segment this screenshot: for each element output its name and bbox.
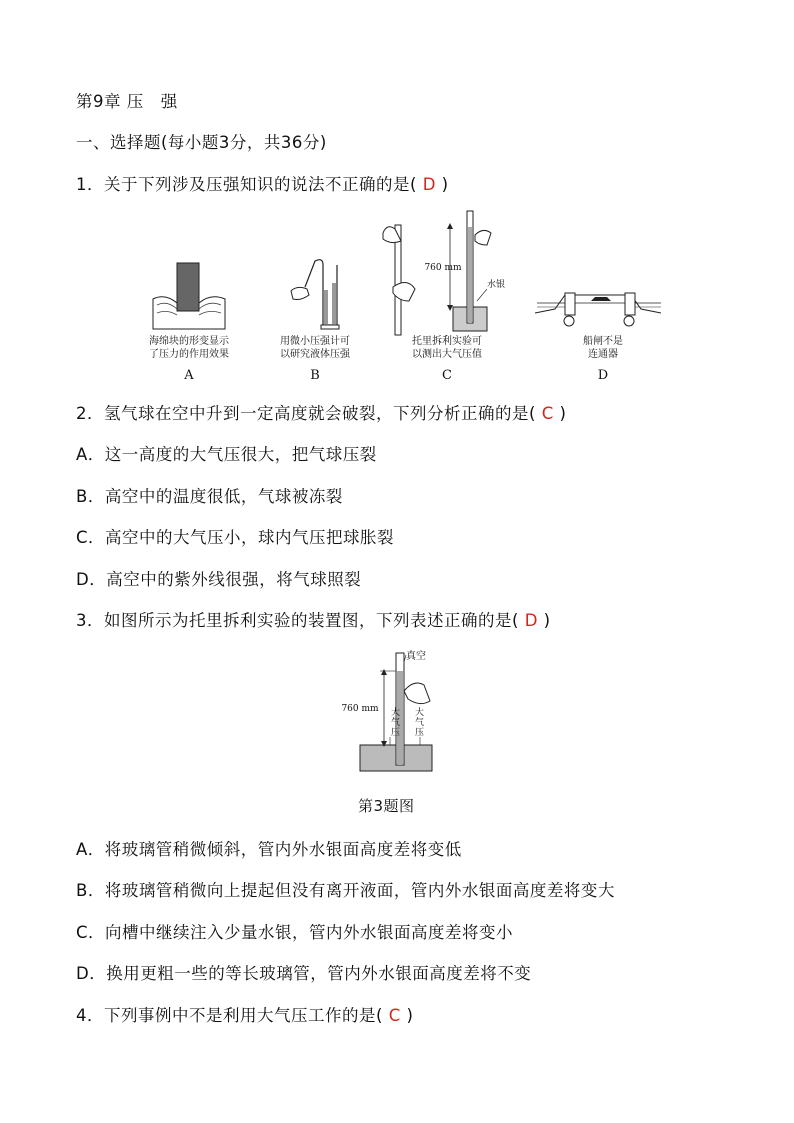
figure-c-mercury-label: 水银 — [487, 280, 506, 290]
question-3-height-label: 760 mm — [341, 704, 379, 714]
question-3-figure-caption: 第3题图 — [358, 797, 415, 815]
figure-c-caption-2: 以测出大气压值 — [412, 349, 482, 360]
chapter-title: 第9章 压 强 — [76, 92, 178, 111]
question-2-answer: C — [541, 404, 554, 423]
question-2-option-c: C．高空中的大气压小，球内气压把球胀裂 — [76, 528, 395, 547]
figure-d-letter: D — [597, 368, 609, 383]
figure-a-caption-2: 了压力的作用效果 — [149, 349, 229, 360]
question-2-option-b: B．高空中的温度很低，气球被冻裂 — [76, 487, 343, 506]
figure-b-caption-1: 用微小压强计可 — [280, 336, 350, 347]
figure-c-torricelli — [383, 211, 505, 383]
question-3-option-d: D．换用更粗一些的等长玻璃管，管内外水银面高度差将不变 — [76, 964, 532, 983]
figure-a-letter: A — [184, 368, 194, 383]
question-3-answer: D — [524, 611, 538, 630]
question-3-option-c: C．向槽中继续注入少量水银，管内外水银面高度差将变小 — [76, 923, 514, 942]
question-3-figure — [340, 645, 460, 780]
figure-a-sponge — [149, 263, 230, 383]
question-4 — [76, 1002, 413, 1026]
question-2-option-a: A．这一高度的大气压很大，把气球压裂 — [76, 445, 377, 464]
section-title: 一、选择题(每小题3分，共36分) — [76, 133, 327, 152]
question-4-close-paren: ) — [406, 1006, 414, 1025]
figure-b-manometer — [280, 260, 351, 383]
question-3-pressure-left: 大气压 — [391, 708, 401, 738]
question-3-pressure-right: 大气压 — [415, 708, 425, 738]
figure-d-ship-lock — [535, 293, 661, 383]
figure-d-caption-2: 连通器 — [588, 349, 618, 360]
question-3-close-paren: ) — [543, 611, 551, 630]
question-3 — [76, 607, 551, 631]
figure-c-letter: C — [442, 368, 452, 383]
question-3-option-b: B．将玻璃管稍微向上提起但没有离开液面，管内外水银面高度差将变大 — [76, 881, 615, 900]
question-1-answer: D — [422, 175, 436, 194]
figure-c-caption-1: 托里拆利实验可 — [412, 336, 482, 347]
question-1-close-paren: ) — [441, 175, 449, 194]
question-1 — [76, 171, 449, 195]
question-1-stem: 1．关于下列涉及压强知识的说法不正确的是( — [76, 175, 417, 194]
question-3-stem: 3．如图所示为托里拆利实验的装置图，下列表述正确的是( — [76, 611, 519, 630]
question-2 — [76, 400, 566, 424]
question-3-vacuum-label: 真空 — [406, 651, 426, 662]
figure-a-caption-1: 海绵块的形变显示 — [149, 336, 229, 347]
question-3-option-a: A．将玻璃管稍微倾斜，管内外水银面高度差将变低 — [76, 840, 462, 859]
figure-b-letter: B — [310, 368, 320, 383]
question-1-figure — [125, 205, 670, 385]
question-2-stem: 2．氢气球在空中升到一定高度就会破裂，下列分析正确的是( — [76, 404, 536, 423]
figure-c-height-label: 760 mm — [424, 263, 462, 273]
figure-b-caption-2: 以研究液体压强 — [280, 349, 350, 360]
figure-d-caption-1: 船闸不是 — [583, 336, 623, 347]
question-2-close-paren: ) — [559, 404, 567, 423]
question-2-option-d: D．高空中的紫外线很强，将气球照裂 — [76, 570, 362, 589]
question-4-answer: C — [388, 1006, 401, 1025]
question-4-stem: 4．下列事例中不是利用大气压工作的是( — [76, 1006, 383, 1025]
